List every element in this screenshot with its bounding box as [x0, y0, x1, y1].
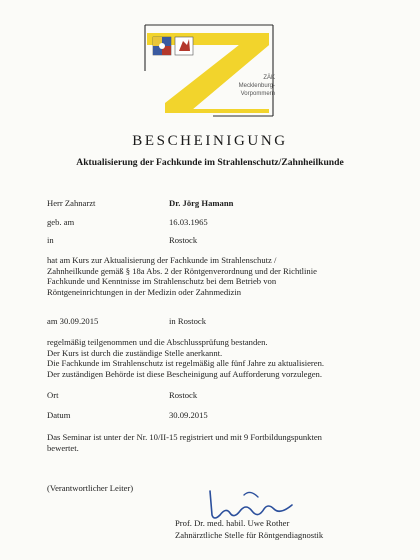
issue-date-label: Datum	[47, 410, 71, 420]
logo-text	[225, 74, 275, 98]
issue-place-label: Ort	[47, 390, 59, 400]
document-title: BESCHEINIGUNG	[132, 133, 288, 149]
text-line: Röntgeneinrichtungen in der Medizin oder Zahnmedizin	[47, 286, 242, 297]
registration-note	[47, 432, 322, 453]
birth-date: 16.03.1965	[169, 217, 208, 227]
course-place: in Rostock	[169, 316, 207, 326]
text-line: Das Seminar ist unter der Nr. 10/II-15 registriert und mit 9 Fortbildungspunkten	[47, 432, 322, 442]
course-date: am 30.09.2015	[47, 316, 99, 326]
document-subtitle: Aktualisierung der Fachkunde im Strahlenschutz/Zahnheilkunde	[76, 157, 344, 168]
text-line: hat am Kurs zur Aktualisierung der Fachkunde im Strahlenschutz /	[47, 255, 277, 265]
course-description	[47, 255, 317, 297]
text-line: Fachkunde und Kenntnisse im Strahlenschutz bei dem Betrieb von	[47, 276, 277, 286]
result-statement	[47, 337, 324, 379]
zak-logo	[143, 23, 275, 118]
logo-text-line: Vorpommern	[240, 91, 275, 97]
issue-date: 30.09.2015	[169, 410, 208, 420]
leader-label: (Verantwortlicher Leiter)	[47, 483, 134, 493]
text-line: Zahnheilkunde gemäß § 18a Abs. 2 der Röntgenverordnung und der Richtlinie	[47, 265, 317, 276]
salutation-label: Herr Zahnarzt	[47, 198, 96, 208]
text-line: bewertet.	[47, 442, 79, 453]
text-line: regelmäßig teilgenommen und die Abschlussprüfung bestanden.	[47, 337, 268, 347]
logo-text-line: Mecklenburg-	[238, 83, 275, 89]
text-line: Der Kurs ist durch die zuständige Stelle anerkannt.	[47, 347, 223, 358]
issue-place: Rostock	[169, 390, 198, 400]
birth-place-label: in	[47, 235, 54, 245]
birth-label: geb. am	[47, 217, 75, 227]
signer-role: Zahnärztliche Stelle für Röntgendiagnostik	[175, 530, 324, 540]
griffin-seal-icon	[175, 37, 193, 55]
signer-name: Prof. Dr. med. habil. Uwe Rother	[175, 518, 290, 528]
birth-place: Rostock	[169, 235, 198, 245]
text-line: Die Fachkunde im Strahlenschutz ist regelmäßig alle fünf Jahre zu aktualisieren.	[47, 358, 325, 368]
text-line: Der zuständigen Behörde ist diese Bescheinigung auf Aufforderung vorzulegen.	[47, 368, 322, 379]
state-seal-icon	[153, 37, 171, 55]
logo-text-line: ZÄK	[263, 75, 275, 81]
person-name: Dr. Jörg Hamann	[169, 198, 234, 208]
